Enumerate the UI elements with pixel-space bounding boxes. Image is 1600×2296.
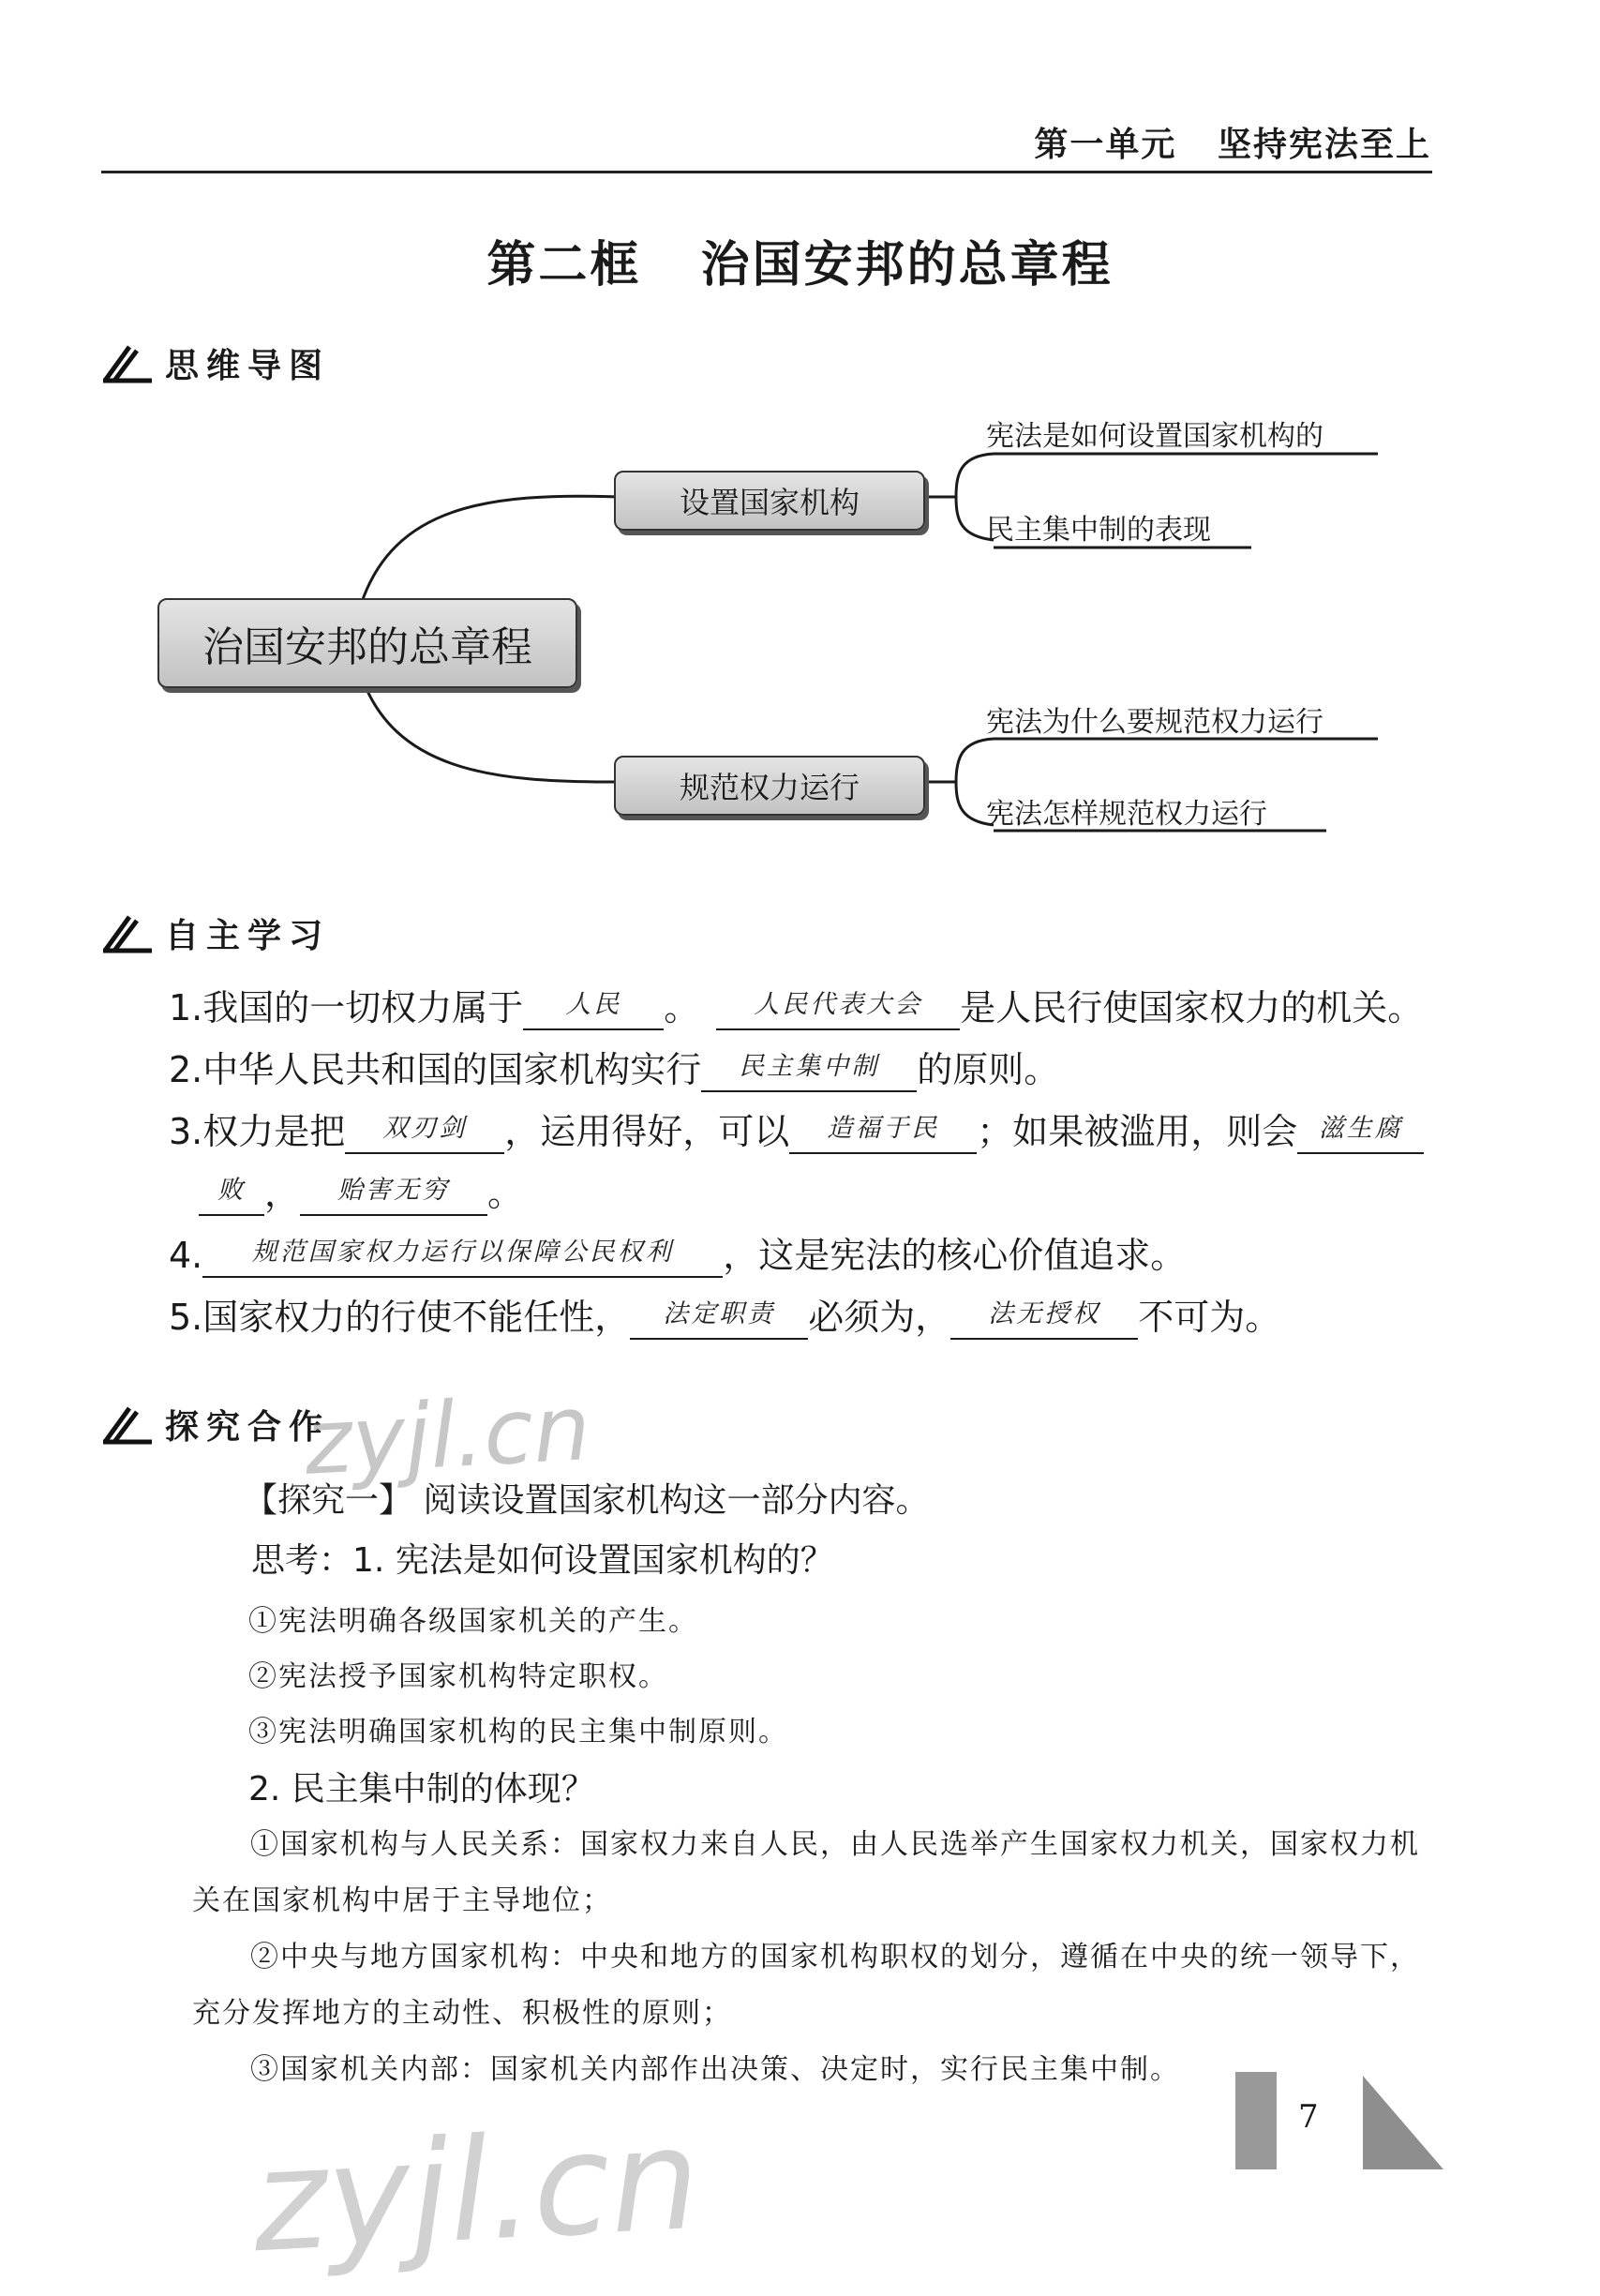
explore-title: 【探究一】 阅读设置国家机构这一部分内容。 (244, 1481, 930, 1520)
answer-blank (716, 987, 960, 1030)
explore-paragraph: ①国家机构与人民关系：国家权力来自人民，由人民选举产生国家权力机关，国家权力机关在国家机构中居于主导地位； (192, 1828, 1420, 1917)
explore-answer: ①宪法明确各级国家机关的产生。 (248, 1605, 698, 1638)
answer-blank (1297, 1111, 1424, 1154)
answer-text: 人民代表大会 (754, 990, 923, 1019)
question-number: 1. (169, 987, 203, 1028)
page-number: 7 (1298, 2098, 1319, 2136)
mindmap-branch-setup: 设置国家机构 (614, 471, 925, 531)
question-number: 4. (169, 1235, 203, 1276)
question-text: 不可为。 (1138, 1297, 1281, 1338)
answer-text: 败 (217, 1176, 246, 1205)
answer-text: 民主集中制 (739, 1052, 880, 1081)
page-tab-bar (1235, 2072, 1277, 2169)
answer-blank (701, 1049, 917, 1092)
question-text: ，运用得好，可以 (504, 1111, 790, 1152)
watermark: zyjl.cn (302, 1375, 593, 1495)
question-text: 。 (664, 987, 700, 1028)
answer-text: 人民 (565, 990, 622, 1019)
header-unit: 第一单元 (1034, 125, 1177, 164)
section-title: 探究合作 (165, 1408, 331, 1447)
mindmap-leaf: 宪法为什么要规范权力运行 (986, 706, 1323, 739)
explore-think-1: 思考：1. 宪法是如何设置国家机构的？ (251, 1541, 834, 1580)
answer-text: 滋生腐 (1318, 1114, 1403, 1143)
mindmap-branch-regulate: 规范权力运行 (614, 756, 925, 816)
question-text: ；如果被滥用，则会 (977, 1111, 1298, 1152)
corner-triangle-icon (1361, 2074, 1445, 2171)
pencil-icon (101, 913, 154, 954)
question-5 (169, 1288, 1280, 1340)
answer-blank (630, 1297, 808, 1340)
pencil-icon (101, 1404, 154, 1446)
explore-answer: ③宪法明确国家机构的民主集中制原则。 (248, 1716, 788, 1748)
question-number: 5. (169, 1297, 203, 1338)
question-text: 必须为， (808, 1297, 951, 1338)
explore-paragraph: ②中央与地方国家机构：中央和地方的国家机构职权的划分，遵循在中央的统一领导下，充分发挥地方的主动性、积极性的原则； (192, 1941, 1420, 2030)
answer-text: 双刃剑 (382, 1114, 468, 1143)
section-title: 自主学习 (165, 917, 331, 955)
answer-text: 造福于民 (827, 1114, 940, 1143)
question-3 (169, 1103, 1424, 1154)
answer-text: 法无授权 (988, 1299, 1101, 1328)
mindmap-leaf: 宪法是如何设置国家机构的 (986, 420, 1323, 453)
section-title: 思维导图 (165, 347, 331, 385)
page-title-text: 治国安邦的总章程 (700, 236, 1114, 293)
question-3-continued (199, 1164, 523, 1216)
answer-text: 法定职责 (663, 1299, 776, 1328)
section-heading-self-study (101, 909, 330, 957)
question-text: 权力是把 (202, 1111, 346, 1152)
question-text: 是人民行使国家权力的机关。 (960, 987, 1424, 1028)
watermark: zyjl.cn (248, 2097, 704, 2285)
question-number: 3. (169, 1111, 203, 1152)
question-1 (169, 979, 1423, 1030)
question-2 (169, 1041, 1059, 1092)
answer-blank (345, 1111, 504, 1154)
question-text: 。 (487, 1173, 524, 1214)
explore-paragraph: ③国家机关内部：国家机关内部作出决策、决定时，实行民主集中制。 (250, 2053, 1180, 2086)
question-4 (169, 1226, 1186, 1278)
question-text: 我国的一切权力属于 (202, 987, 524, 1028)
question-text: ， (264, 1173, 301, 1214)
explore-think-2: 2. 民主集中制的体现？ (248, 1770, 595, 1808)
section-heading-explore (101, 1401, 330, 1448)
question-text: ，这是宪法的核心价值追求。 (723, 1235, 1187, 1276)
question-text: 的原则。 (917, 1049, 1060, 1090)
header-title: 坚持宪法至上 (1217, 125, 1431, 164)
question-text: 中华人民共和国的国家机构实行 (202, 1049, 702, 1090)
answer-blank (950, 1297, 1138, 1340)
answer-text: 贻害无穷 (337, 1176, 451, 1205)
mindmap-root: 治国安邦的总章程 (157, 598, 577, 688)
answer-blank (789, 1111, 977, 1154)
answer-blank (199, 1173, 264, 1216)
explore-answer: ②宪法授予国家机构特定职权。 (248, 1660, 668, 1693)
mindmap-leaf: 民主集中制的表现 (986, 514, 1211, 547)
answer-text: 规范国家权力运行以保障公民权利 (251, 1238, 674, 1267)
question-text: 国家权力的行使不能任性， (202, 1297, 631, 1338)
page-title-section: 第二框 (486, 236, 642, 293)
mindmap-leaf: 宪法怎样规范权力运行 (986, 798, 1267, 831)
answer-blank (523, 987, 664, 1030)
question-number: 2. (169, 1049, 203, 1090)
answer-blank (300, 1173, 487, 1216)
answer-blank (202, 1235, 723, 1278)
